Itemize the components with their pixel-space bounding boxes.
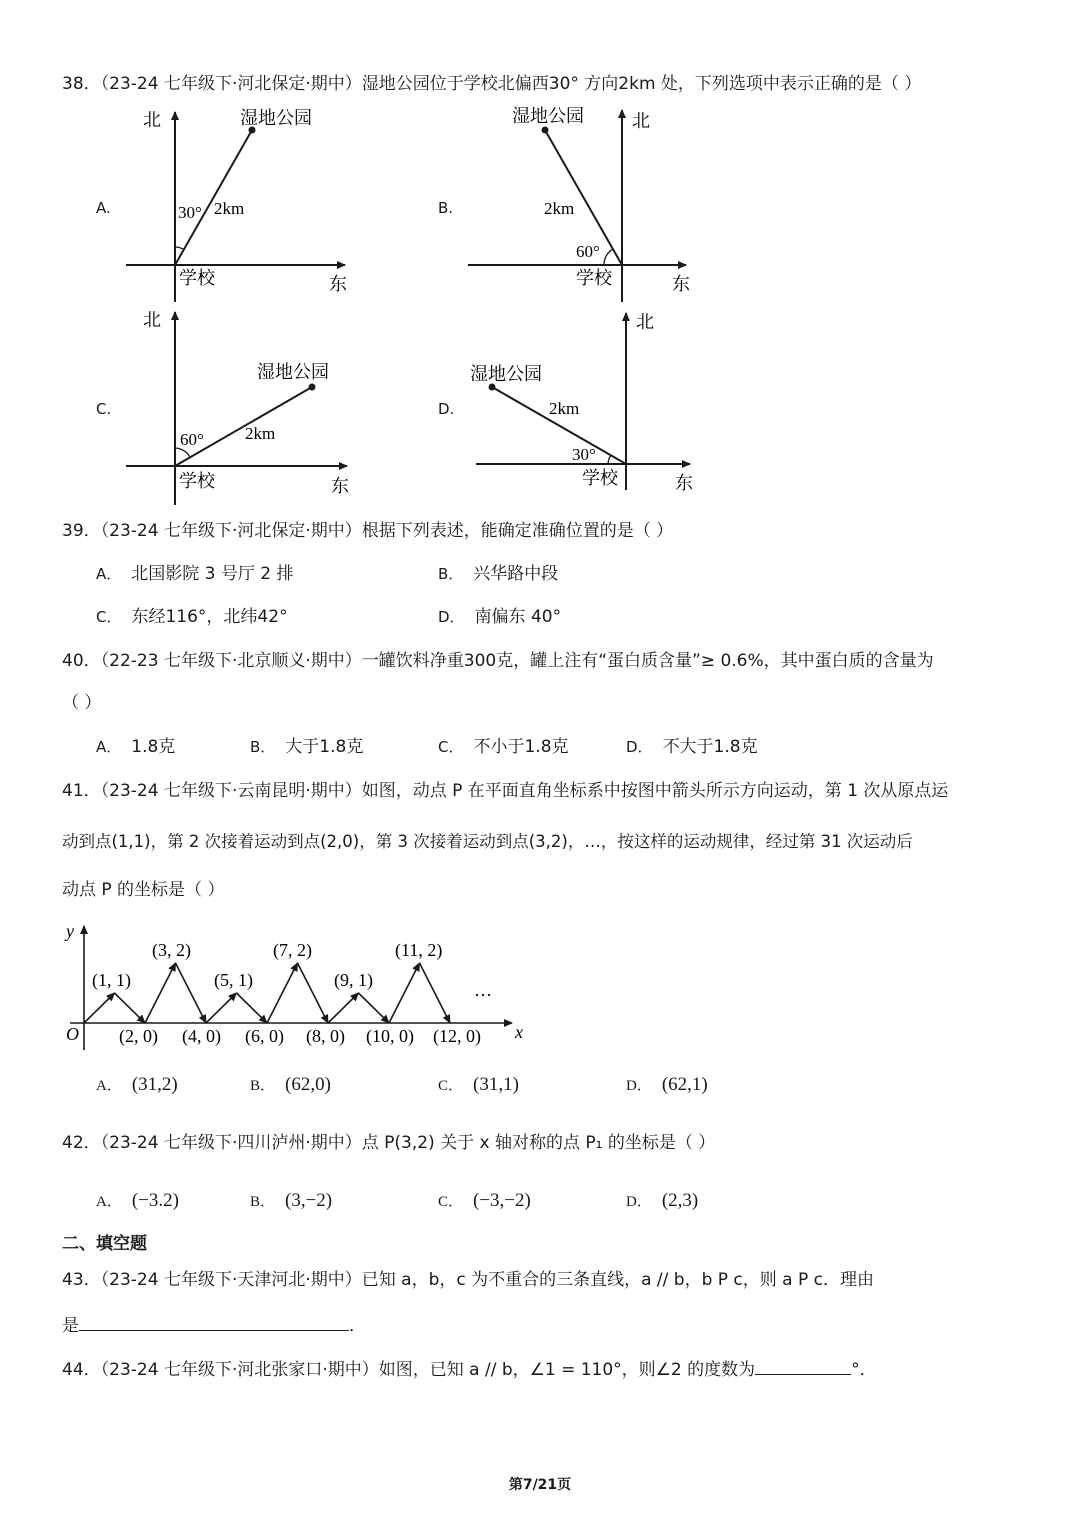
section-heading: 二、填空题 [62,1234,147,1254]
q41-option-c[interactable]: C． (31,1) [438,1074,519,1095]
q43-source: （23-24 七年级下·天津河北·期中） [100,1270,362,1290]
north-label: 北 [143,110,161,131]
q43-number: 43． [62,1270,101,1290]
q40-option-b[interactable]: B． 大于1.8克 [250,737,364,757]
diagram-d [470,312,693,494]
q44-answer-blank[interactable] [755,1356,851,1375]
q38-diagrams [0,0,1080,520]
park-label: 湿地公园 [470,364,542,385]
q39-source: （23-24 七年级下·河北保定·期中） [100,521,362,541]
q40-source: （22-23 七年级下·北京顺义·期中） [100,651,362,671]
q41-stem [62,779,948,803]
q40-option-a[interactable]: A． 1.8克 [96,737,176,757]
q42-option-b[interactable]: B． (3,−2) [250,1190,333,1211]
north-label: 北 [636,312,654,333]
q43-answer-blank[interactable] [79,1312,349,1331]
point-label-upper: (11, 2) [395,940,443,960]
q42-option-c[interactable]: C． (−3,−2) [438,1190,531,1211]
angle-arc [608,455,611,464]
path-segment [84,993,115,1023]
angle-label: 30° [178,203,202,222]
diagram-b [468,106,690,302]
q40-stem [62,649,934,673]
school-label: 学校 [179,268,215,289]
q39-option-d[interactable]: D． 南偏东 40° [438,607,562,627]
distance-label: 2km [245,424,276,443]
path-segment [115,993,146,1023]
point-label-lower: (10, 0) [366,1026,414,1046]
point-label-lower: (6, 0) [245,1026,284,1046]
q42-source: （23-24 七年级下·四川泸州·期中） [100,1133,362,1153]
origin-label: O [66,1024,79,1044]
school-label: 学校 [576,268,612,289]
point-label-upper: (7, 2) [273,940,312,960]
point-label-upper: (3, 2) [152,940,191,960]
q40-option-c[interactable]: C． 不小于1.8克 [438,737,569,757]
q38-number: 38． [62,74,101,94]
q38-source: （23-24 七年级下·河北保定·期中） [100,74,362,94]
diagram-a [126,108,347,302]
angle-arc [604,249,613,265]
distance-label: 2km [549,399,580,418]
q38-text: 湿地公园位于学校北偏西30° 方向2km 处，下列选项中表示正确的是（ ） [361,74,922,94]
continuation-dots: … [474,980,492,1000]
angle-label: 60° [576,242,600,261]
q41-line1: 如图，动点 P 在平面直角坐标系中按图中箭头所示方向运动，第 1 次从原点运 [361,781,949,801]
q42-option-d[interactable]: D． (2,3) [626,1190,699,1211]
q40-paren: （ ） [62,693,102,713]
q41-option-a[interactable]: A． (31,2) [96,1074,178,1095]
point-label-lower: (4, 0) [182,1026,221,1046]
park-label: 湿地公园 [257,362,329,383]
point-label-upper: (1, 1) [92,970,131,990]
park-label: 湿地公园 [240,108,312,129]
path-segment [206,993,237,1023]
school-label: 学校 [179,471,215,492]
north-label: 北 [143,310,161,331]
distance-label: 2km [544,199,575,218]
q39-option-b[interactable]: B． 兴华路中段 [438,564,559,584]
park-point [542,127,549,134]
school-label: 学校 [582,468,618,489]
q39-stem [62,519,673,543]
q44-number: 44． [62,1360,101,1380]
q41-source: （23-24 七年级下·云南昆明·期中） [100,781,362,801]
q44-source: （23-24 七年级下·河北张家口·期中） [100,1360,379,1380]
q41-line3: 动点 P 的坐标是（ ） [62,880,225,900]
q41-number: 41． [62,781,101,801]
q39-option-c[interactable]: C． 东经116°，北纬42° [96,607,288,627]
q44-text: 如图，已知 a // b，∠1 = 110°，则∠2 的度数为 [378,1360,756,1380]
q41-option-b[interactable]: B． (62,0) [250,1074,331,1095]
direction-line [175,130,252,265]
q43-line2 [62,1312,366,1338]
q38-option-b-label[interactable]: B. [438,199,454,217]
point-label-lower: (8, 0) [306,1026,345,1046]
q43-text-tail: ． [349,1316,366,1336]
q42-stem [62,1131,715,1155]
park-point [309,384,316,391]
point-labels [92,940,481,1047]
diagram-c [126,310,349,505]
q38-option-c-label[interactable]: C. [96,400,112,418]
point-label-upper: (9, 1) [334,970,373,990]
point-label-upper: (5, 1) [214,970,253,990]
distance-label: 2km [214,199,245,218]
q43-stem [62,1268,874,1292]
direction-line [175,387,312,466]
path-segment [237,993,268,1023]
path-segment [145,963,176,1023]
q41-option-d[interactable]: D． (62,1) [626,1074,708,1095]
path-segment [389,963,420,1023]
path-segment [328,993,359,1023]
east-label: 东 [672,274,690,295]
path-segment [420,963,451,1023]
path-segment [176,963,207,1023]
path-segment [359,993,390,1023]
q40-number: 40． [62,651,101,671]
park-label: 湿地公园 [512,106,584,127]
east-label: 东 [329,274,347,295]
path-segment [298,963,329,1023]
angle-label: 60° [180,430,204,449]
q42-option-a[interactable]: A． (−3.2) [96,1190,179,1211]
q39-text: 根据下列表述，能确定准确位置的是（ ） [361,521,674,541]
angle-label: 30° [572,445,596,464]
q40-option-d[interactable]: D． 不大于1.8克 [626,737,758,757]
q43-text: 已知 a，b，c 为不重合的三条直线，a // b，b P c，则 a P c．理由 [361,1270,875,1290]
q41-line2: 动到点(1,1)，第 2 次接着运动到点(2,0)，第 3 次接着运动到点(3,2)，…，按这样的运动规律，经过第 31 次运动后 [62,832,913,851]
east-label: 东 [331,476,349,497]
point-label-lower: (12, 0) [433,1026,481,1046]
path-segment [267,963,298,1023]
q40-text: 一罐饮料净重300克，罐上注有“蛋白质含量”≥ 0.6%，其中蛋白质的含量为 [361,651,934,671]
q41-path-diagram [0,920,1080,1050]
zigzag-path [84,963,450,1023]
east-label: 东 [675,473,693,494]
y-axis-label: y [66,921,74,941]
q42-text: 点 P(3,2) 关于 x 轴对称的点 P₁ 的坐标是（ ） [361,1133,716,1153]
q38-option-d-label[interactable]: D. [438,400,455,418]
angle-arc [175,247,183,249]
q43-text-lead: 是 [62,1316,79,1336]
q44-tail: °． [851,1360,877,1380]
page-number: 第7/21页 [508,1477,572,1493]
q39-number: 39． [62,521,101,541]
angle-arc [175,448,190,457]
x-axis-label: x [515,1022,523,1042]
q44-stem [62,1356,877,1382]
q42-number: 42． [62,1133,101,1153]
q39-option-a[interactable]: A． 北国影院 3 号厅 2 排 [96,564,294,584]
q38-option-a-label[interactable]: A. [96,199,111,217]
north-label: 北 [632,111,650,132]
point-label-lower: (2, 0) [119,1026,158,1046]
